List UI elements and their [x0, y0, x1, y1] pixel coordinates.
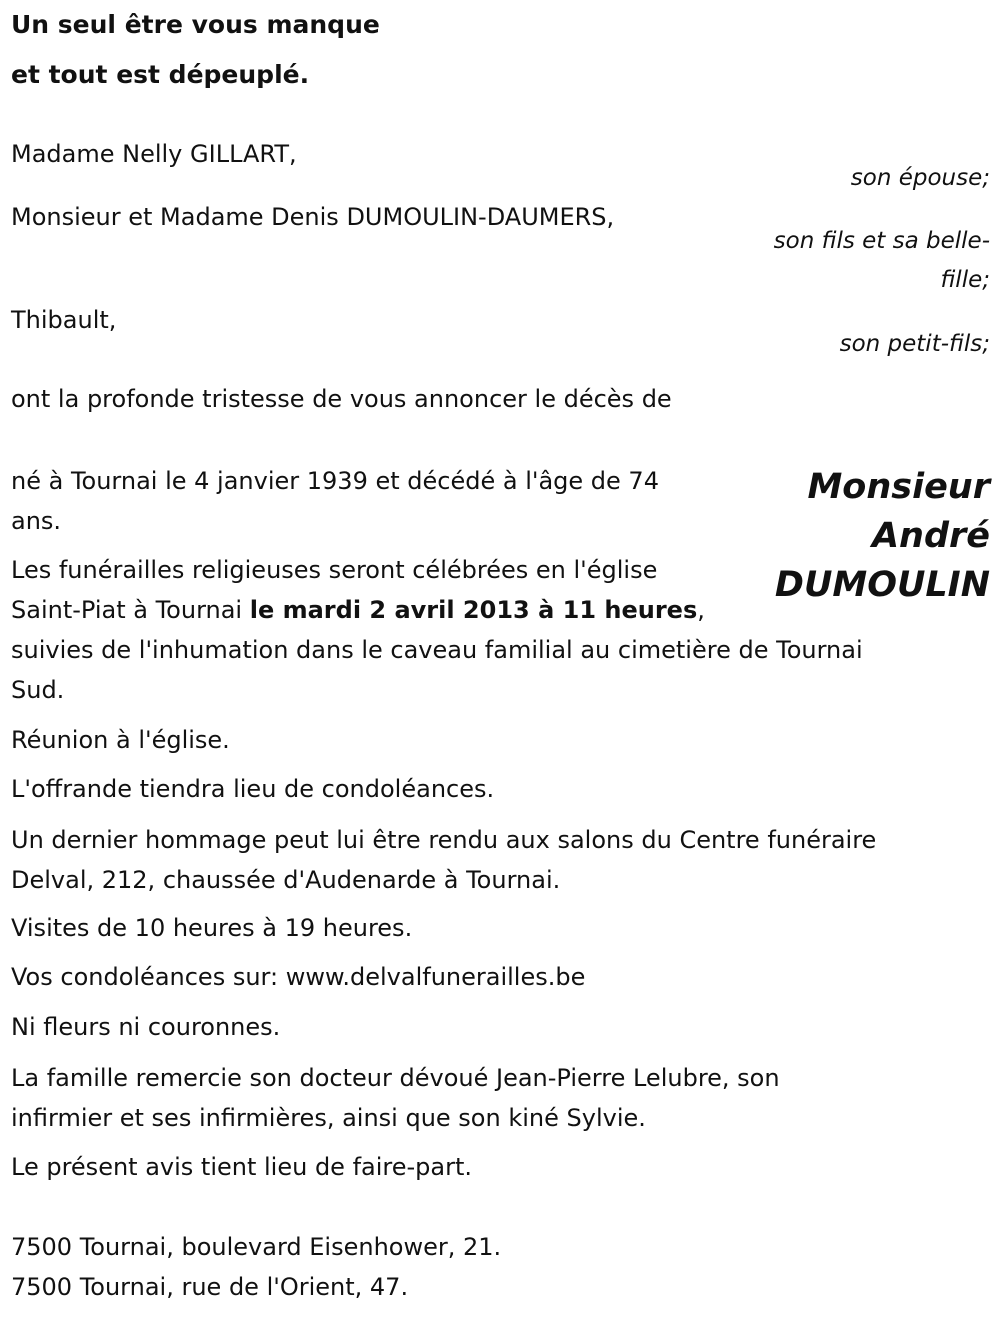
- thanks-line-1: La famille remercie son docteur dévoué Jean-Pierre Lelubre, son: [11, 1064, 780, 1092]
- thanks-line-2: infirmier et ses infirmières, ainsi que son kiné Sylvie.: [11, 1104, 646, 1132]
- role-son-line-1: son fils et sa belle-: [773, 228, 990, 254]
- role-wife: son épouse;: [850, 165, 990, 191]
- funeral-line-4: Sud.: [11, 676, 65, 704]
- family-member-wife: Madame Nelly GILLART,: [11, 140, 297, 168]
- offering: L'offrande tiendra lieu de condoléances.: [11, 775, 495, 803]
- birth-line-2: ans.: [11, 507, 62, 535]
- funeral-line-3: suivies de l'inhumation dans le caveau familial au cimetière de Tournai: [11, 636, 863, 664]
- funeral-date: le mardi 2 avril 2013 à 11 heures: [249, 596, 698, 624]
- thanks: [11, 1058, 780, 1138]
- family-member-grandson: Thibault,: [11, 306, 117, 334]
- family-member-son: Monsieur et Madame Denis DUMOULIN-DAUMERS,: [11, 203, 615, 231]
- meeting: Réunion à l'église.: [11, 726, 230, 754]
- funeral-comma: ,: [697, 596, 705, 624]
- funeral-line-2: [11, 590, 863, 630]
- address-1: 7500 Tournai, boulevard Eisenhower, 21.: [11, 1233, 502, 1261]
- announcement: ont la profonde tristesse de vous annoncer le décès de: [11, 385, 672, 413]
- role-son-line-2: fille;: [940, 267, 990, 293]
- role-grandson: son petit-fils;: [839, 331, 990, 357]
- funeral-info: [11, 550, 863, 710]
- deceased-first-name: André: [871, 516, 990, 556]
- no-flowers: Ni fleurs ni couronnes.: [11, 1013, 281, 1041]
- visits: Visites de 10 heures à 19 heures.: [11, 914, 413, 942]
- funeral-line-1: Les funérailles religieuses seront célébrées en l'église: [11, 556, 658, 584]
- deceased-last-name: DUMOULIN: [774, 565, 990, 605]
- funeral-location: Saint-Piat à Tournai: [11, 596, 250, 624]
- notice: Le présent avis tient lieu de faire-part.: [11, 1153, 473, 1181]
- verse-line-1: Un seul être vous manque: [11, 10, 380, 39]
- tribute-line-2: Delval, 212, chaussée d'Audenarde à Tournai.: [11, 866, 561, 894]
- address-2: 7500 Tournai, rue de l'Orient, 47.: [11, 1273, 409, 1301]
- verse-line-2: et tout est dépeuplé.: [11, 60, 310, 89]
- birth-line-1: né à Tournai le 4 janvier 1939 et décédé à l'âge de 74: [11, 467, 659, 495]
- tribute-line-1: Un dernier hommage peut lui être rendu aux salons du Centre funéraire: [11, 826, 877, 854]
- birth-info: [11, 461, 659, 541]
- deceased-title: Monsieur: [807, 467, 990, 507]
- condolences-website: Vos condoléances sur: www.delvalfunerailles.be: [11, 963, 586, 991]
- tribute-info: [11, 820, 876, 900]
